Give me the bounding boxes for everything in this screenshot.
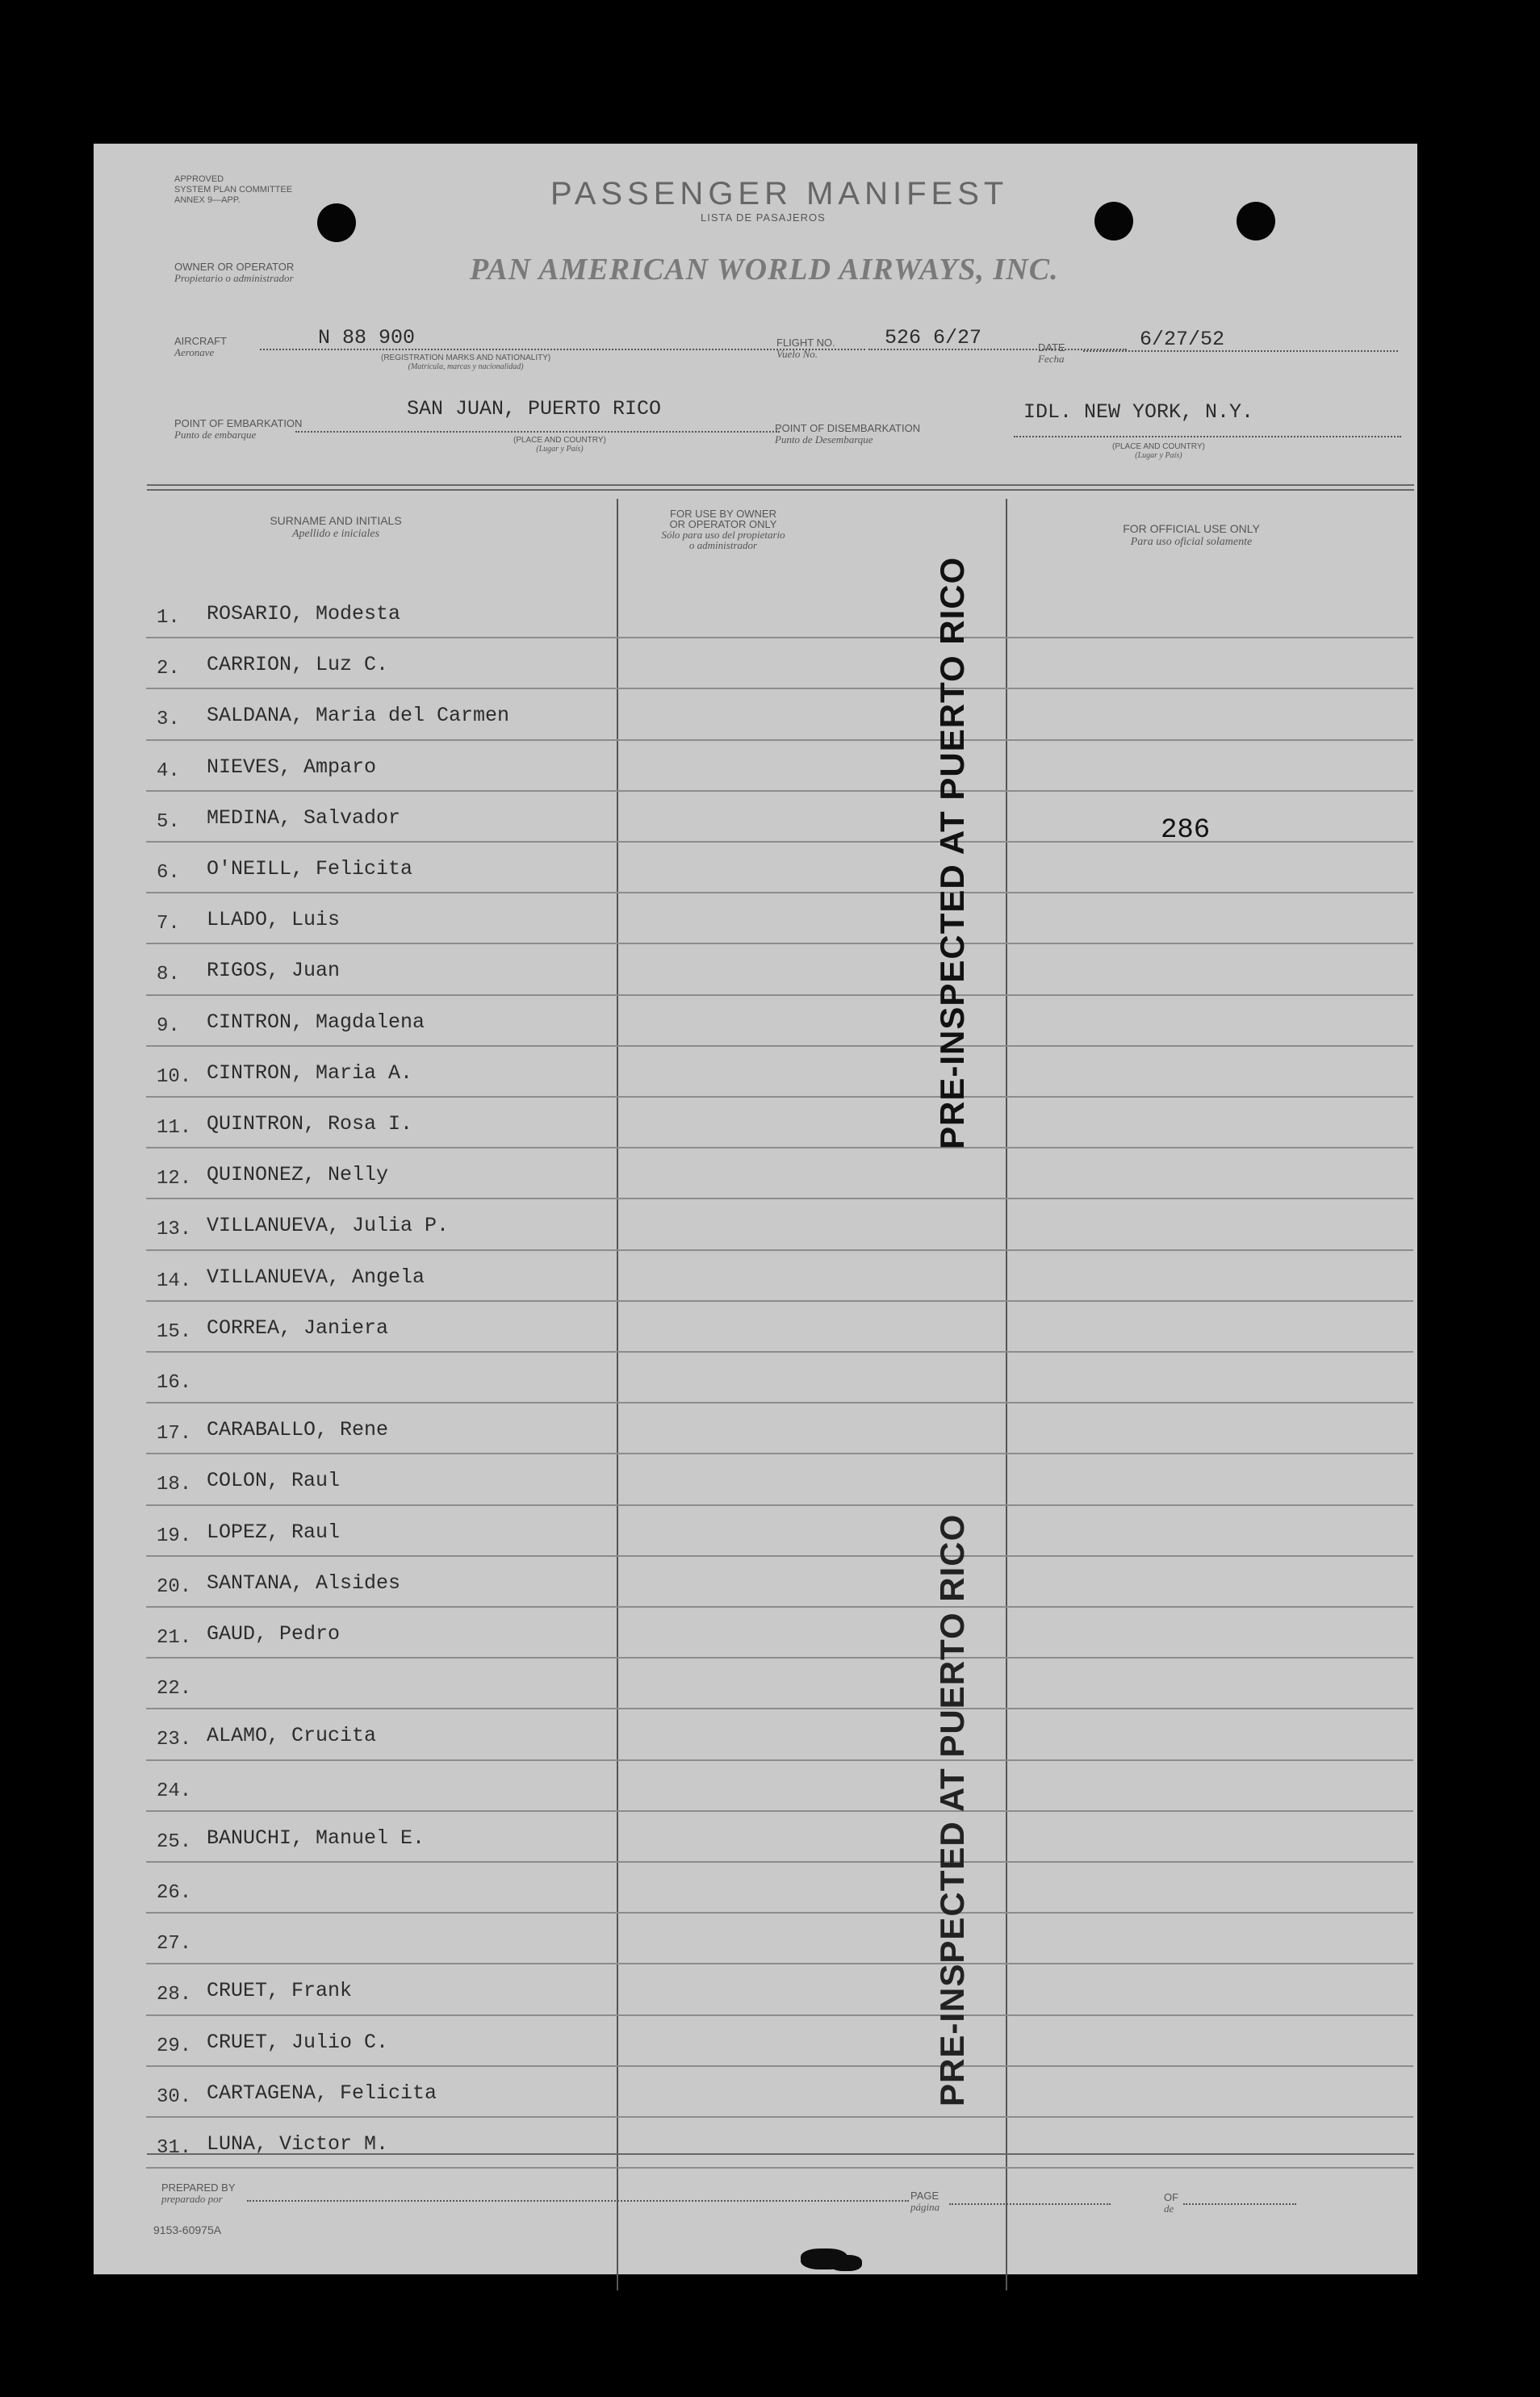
manifest-sheet (94, 144, 1417, 2274)
approval-line: SYSTEM PLAN COMMITTEE (174, 185, 293, 195)
column-header-owner-use: FOR USE BY OWNER OR OPERATOR ONLY Sólo para uso del propietario o administrador (661, 508, 785, 551)
passenger-name: GAUD, Pedro (207, 1622, 341, 1646)
row-number: 12. (157, 1168, 192, 1190)
row-divider (146, 1555, 1413, 1557)
prepared-by-underline (247, 2200, 909, 2202)
passenger-name: LUNA, Victor M. (207, 2132, 389, 2156)
row-number: 10. (157, 1065, 192, 1088)
official-note: 286 (1161, 815, 1211, 846)
row-number: 5. (157, 810, 180, 833)
pre-inspected-stamp: PRE-INSPECTED AT PUERTO RICO (933, 556, 971, 1149)
row-number: 21. (157, 1627, 192, 1649)
flight-label: FLIGHT NO. Vuelo No. (776, 337, 835, 360)
date-underline (1083, 350, 1398, 352)
flight-value: 526 6/27 (885, 326, 982, 349)
column-divider (617, 499, 618, 2290)
row-number: 30. (157, 2085, 192, 2108)
row-divider (146, 1453, 1413, 1454)
row-divider (146, 2116, 1413, 2118)
passenger-name: CARABALLO, Rene (207, 1418, 389, 1442)
row-divider (146, 1402, 1413, 1403)
row-number: 16. (157, 1372, 192, 1394)
passenger-name: BANUCHI, Manuel E. (207, 1826, 425, 1850)
passenger-name: QUINTRON, Rosa I. (207, 1112, 413, 1136)
row-number: 4. (157, 759, 180, 782)
embark-place-note: (PLACE AND COUNTRY) (Lugar y País) (513, 436, 606, 454)
row-divider (146, 1504, 1413, 1506)
passenger-name: ALAMO, Crucita (207, 1724, 377, 1748)
passenger-name: CRUET, Julio C. (207, 2030, 389, 2054)
aircraft-label: AIRCRAFT Aeronave (174, 335, 227, 358)
embark-label: POINT OF EMBARKATION Punto de embarque (174, 417, 303, 441)
embark-underline (295, 431, 780, 433)
row-number: 17. (157, 1423, 192, 1445)
row-divider (146, 790, 1413, 792)
row-number: 9. (157, 1014, 180, 1037)
registration-note: (REGISTRATION MARKS AND NATIONALITY) (Matrícula, marcas y nacionalidad) (381, 353, 551, 371)
row-divider (146, 1045, 1413, 1047)
owner-value: PAN AMERICAN WORLD AIRWAYS, INC. (470, 253, 1059, 287)
pre-inspected-stamp: PRE-INSPECTED AT PUERTO RICO (933, 1513, 971, 2106)
row-divider (146, 1096, 1413, 1098)
page-label: PAGE página (910, 2190, 940, 2213)
row-number: 3. (157, 709, 180, 731)
row-divider (146, 892, 1413, 893)
row-divider (146, 994, 1413, 996)
row-number: 15. (157, 1320, 192, 1343)
disembark-label: POINT OF DISEMBARKATION Punto de Desembarque (775, 422, 921, 446)
form-number: 9153-60975A (153, 2223, 222, 2236)
row-number: 2. (157, 658, 180, 680)
row-number: 13. (157, 1219, 192, 1241)
row-divider (146, 1300, 1413, 1302)
row-number: 7. (157, 913, 180, 935)
passenger-name: CRUET, Frank (207, 1979, 353, 2003)
passenger-name: CORREA, Janiera (207, 1316, 389, 1340)
approval-line: ANNEX 9—APP. (174, 195, 241, 205)
passenger-name: CINTRON, Maria A. (207, 1060, 413, 1085)
table-top-rule (147, 484, 1414, 486)
passenger-name: CARTAGENA, Felicita (207, 2081, 437, 2105)
column-header-official: FOR OFFICIAL USE ONLY Para uso oficial solamente (1123, 522, 1260, 548)
passenger-name: SANTANA, Alsides (207, 1571, 401, 1595)
punch-hole (1237, 202, 1275, 241)
page-underline (949, 2203, 1111, 2205)
approval-line: APPROVED (174, 174, 224, 184)
passenger-name: VILLANUEVA, Angela (207, 1265, 425, 1289)
row-divider (146, 1759, 1413, 1761)
aircraft-value: N 88 900 (318, 326, 416, 349)
row-number: 18. (157, 1474, 192, 1496)
passenger-name: NIEVES, Amparo (207, 755, 377, 779)
of-label: OF de (1164, 2191, 1179, 2215)
passenger-name: QUINONEZ, Nelly (207, 1163, 389, 1187)
passenger-name: SALDANA, Maria del Carmen (207, 704, 510, 728)
row-divider (146, 688, 1413, 689)
row-number: 29. (157, 2035, 192, 2057)
row-divider (146, 1861, 1413, 1863)
passenger-name: ROSARIO, Modesta (207, 602, 401, 625)
row-divider (146, 1351, 1413, 1353)
passenger-name: O'NEILL, Felicita (207, 857, 413, 881)
row-number: 26. (157, 1882, 192, 1904)
row-number: 23. (157, 1729, 192, 1751)
approval-block (174, 174, 292, 206)
row-divider (146, 1249, 1413, 1251)
row-divider (146, 1147, 1413, 1148)
owner-label: OWNER OR OPERATOR Propietario o administrador (174, 261, 295, 284)
row-divider (146, 739, 1413, 741)
passenger-name: RIGOS, Juan (207, 959, 341, 983)
passenger-name: LLADO, Luis (207, 908, 341, 932)
disembark-place-note: (PLACE AND COUNTRY) (Lugar y País) (1112, 442, 1205, 460)
page-title: PASSENGER MANIFEST (550, 176, 1009, 211)
table-top-rule (147, 489, 1414, 491)
row-divider (146, 841, 1413, 843)
row-divider (146, 1810, 1413, 1812)
date-label: DATE Fecha (1038, 341, 1065, 365)
row-divider (146, 1606, 1413, 1608)
column-divider (1006, 499, 1007, 2290)
row-number: 20. (157, 1575, 192, 1598)
embark-value: SAN JUAN, PUERTO RICO (407, 397, 662, 420)
column-header-surname: SURNAME AND INITIALS Apellido e iniciales (270, 514, 402, 540)
passenger-name: COLON, Raul (207, 1469, 341, 1493)
punch-hole (317, 203, 356, 242)
row-number: 19. (157, 1525, 192, 1547)
ink-blot (830, 2255, 862, 2271)
row-number: 6. (157, 862, 180, 884)
disembark-underline (1014, 436, 1401, 437)
punch-hole (1094, 202, 1133, 241)
row-number: 25. (157, 1830, 192, 1853)
passenger-name: LOPEZ, Raul (207, 1520, 341, 1544)
row-divider (146, 2065, 1413, 2067)
disembark-value: IDL. NEW YORK, N.Y. (1023, 400, 1254, 424)
row-divider (146, 943, 1413, 944)
row-number: 24. (157, 1780, 192, 1802)
of-underline (1183, 2203, 1296, 2205)
row-divider (146, 1912, 1413, 1914)
row-number: 1. (157, 607, 180, 629)
footer-rule (147, 2153, 1414, 2155)
row-divider (146, 1657, 1413, 1659)
row-number: 14. (157, 1270, 192, 1292)
row-number: 22. (157, 1678, 192, 1700)
row-number: 8. (157, 964, 180, 986)
row-divider (146, 637, 1413, 638)
row-divider (146, 2167, 1413, 2169)
passenger-name: VILLANUEVA, Julia P. (207, 1214, 450, 1238)
passenger-name: CARRION, Luz C. (207, 653, 389, 677)
row-number: 11. (157, 1117, 192, 1139)
row-number: 27. (157, 1933, 192, 1956)
page-subtitle: LISTA DE PASAJEROS (701, 211, 826, 224)
row-number: 28. (157, 1984, 192, 2006)
row-divider (146, 1708, 1413, 1709)
row-divider (146, 1963, 1413, 1964)
prepared-by-label: PREPARED BY preparado por (161, 2182, 236, 2205)
passenger-name: CINTRON, Magdalena (207, 1010, 425, 1034)
row-divider (146, 2014, 1413, 2016)
date-value: 6/27/52 (1140, 328, 1225, 351)
passenger-name: MEDINA, Salvador (207, 805, 401, 830)
row-divider (146, 1198, 1413, 1199)
row-number: 31. (157, 2137, 192, 2159)
